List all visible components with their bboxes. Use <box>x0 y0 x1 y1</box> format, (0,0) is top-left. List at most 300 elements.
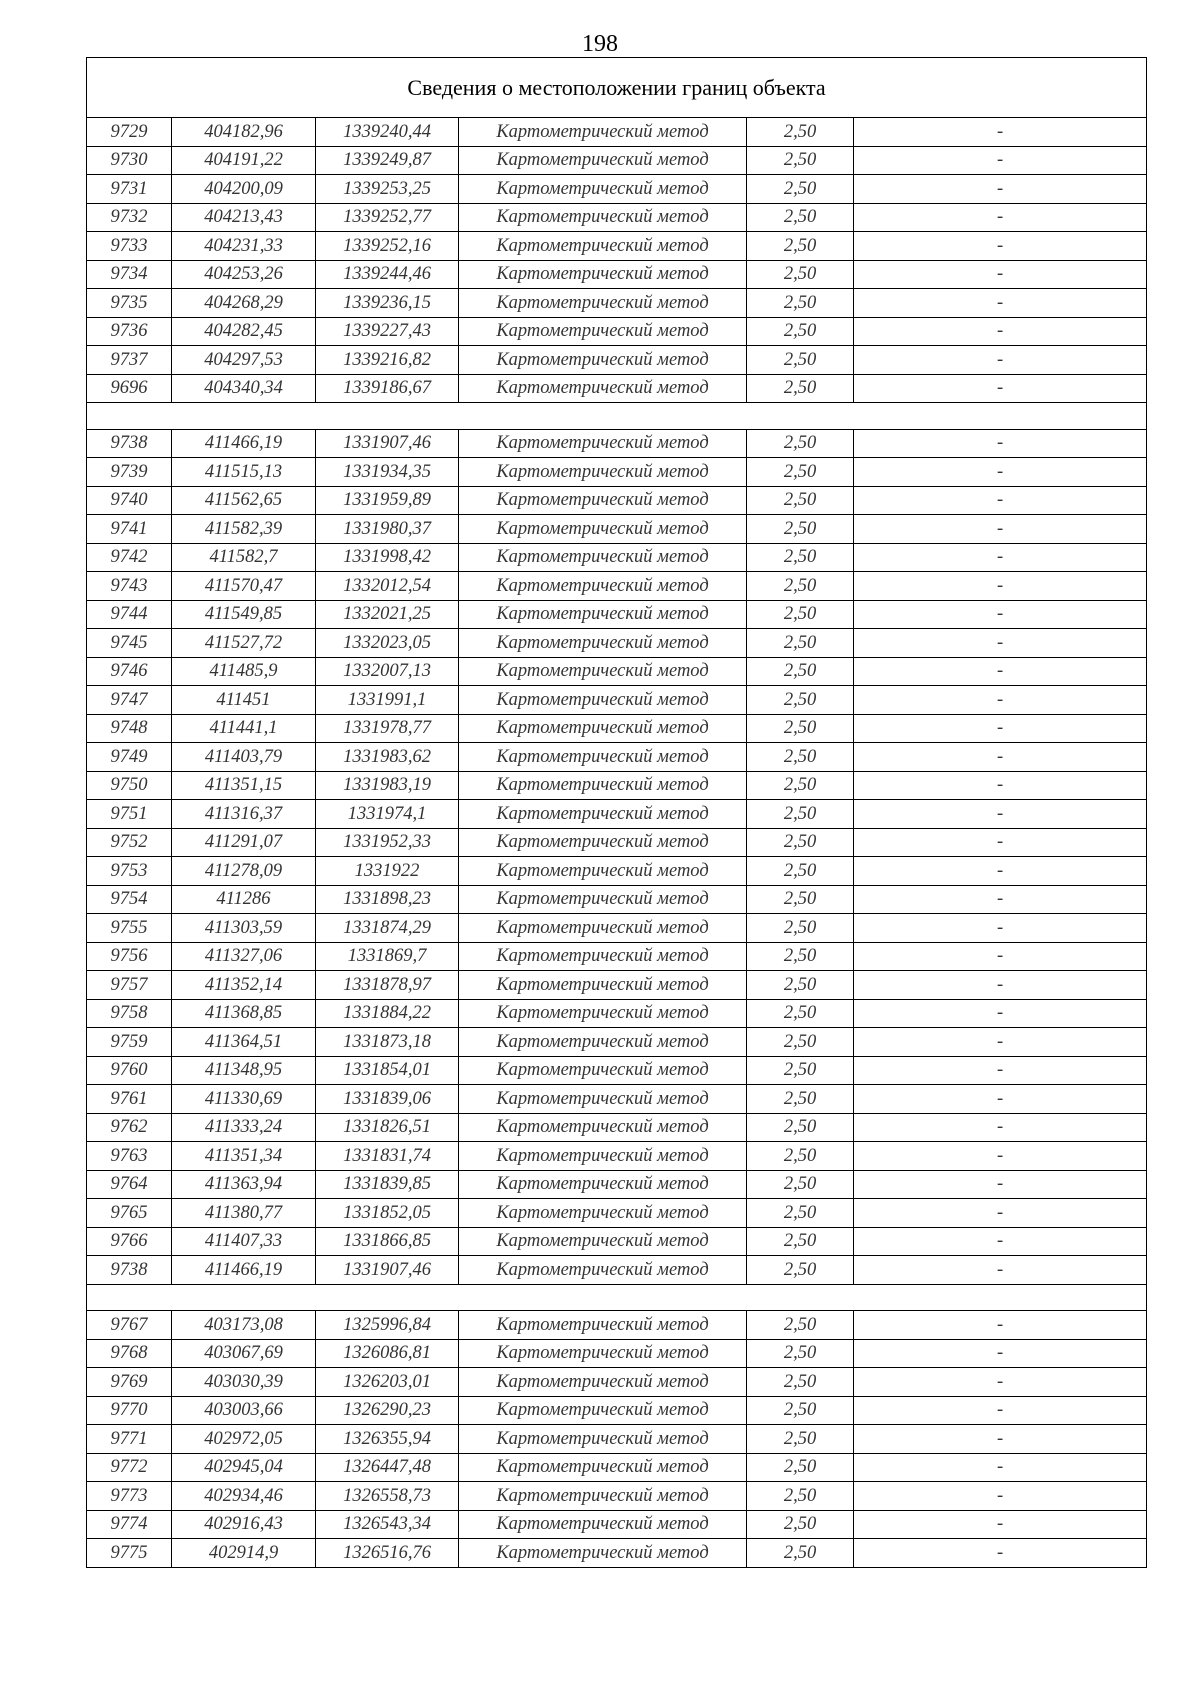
description-cell: - <box>854 175 1147 204</box>
y-coordinate-cell: 1331839,06 <box>316 1085 459 1114</box>
point-number-cell: 9774 <box>87 1510 172 1539</box>
y-coordinate-cell: 1331907,46 <box>316 1256 459 1285</box>
method-cell: Картометрический метод <box>459 1396 747 1425</box>
table-row <box>87 1113 1147 1142</box>
description-cell: - <box>854 686 1147 715</box>
method-cell: Картометрический метод <box>459 486 747 515</box>
point-number-cell: 9775 <box>87 1539 172 1568</box>
description-cell: - <box>854 374 1147 403</box>
description-cell: - <box>854 857 1147 886</box>
y-coordinate-cell: 1331980,37 <box>316 515 459 544</box>
description-cell: - <box>854 515 1147 544</box>
x-coordinate-cell: 411316,37 <box>172 800 316 829</box>
method-cell: Картометрический метод <box>459 600 747 629</box>
table-row <box>87 1368 1147 1397</box>
accuracy-cell: 2,50 <box>747 1227 854 1256</box>
description-cell: - <box>854 429 1147 458</box>
y-coordinate-cell: 1331898,23 <box>316 885 459 914</box>
accuracy-cell: 2,50 <box>747 118 854 147</box>
method-cell: Картометрический метод <box>459 232 747 261</box>
point-number-cell: 9752 <box>87 828 172 857</box>
y-coordinate-cell: 1331839,85 <box>316 1170 459 1199</box>
method-cell: Картометрический метод <box>459 203 747 232</box>
description-cell: - <box>854 1339 1147 1368</box>
point-number-cell: 9759 <box>87 1028 172 1057</box>
x-coordinate-cell: 411582,39 <box>172 515 316 544</box>
x-coordinate-cell: 411368,85 <box>172 999 316 1028</box>
x-coordinate-cell: 411549,85 <box>172 600 316 629</box>
x-coordinate-cell: 402945,04 <box>172 1453 316 1482</box>
accuracy-cell: 2,50 <box>747 146 854 175</box>
x-coordinate-cell: 402934,46 <box>172 1482 316 1511</box>
method-cell: Картометрический метод <box>459 686 747 715</box>
x-coordinate-cell: 404253,26 <box>172 260 316 289</box>
method-cell: Картометрический метод <box>459 572 747 601</box>
point-number-cell: 9755 <box>87 914 172 943</box>
method-cell: Картометрический метод <box>459 1056 747 1085</box>
table-row <box>87 771 1147 800</box>
y-coordinate-cell: 1331974,1 <box>316 800 459 829</box>
description-cell: - <box>854 1256 1147 1285</box>
description-cell: - <box>854 1170 1147 1199</box>
y-coordinate-cell: 1331922 <box>316 857 459 886</box>
table-row <box>87 543 1147 572</box>
x-coordinate-cell: 411348,95 <box>172 1056 316 1085</box>
accuracy-cell: 2,50 <box>747 458 854 487</box>
point-number-cell: 9746 <box>87 657 172 686</box>
method-cell: Картометрический метод <box>459 1113 747 1142</box>
point-number-cell: 9741 <box>87 515 172 544</box>
point-number-cell: 9766 <box>87 1227 172 1256</box>
point-number-cell: 9757 <box>87 971 172 1000</box>
point-number-cell: 9768 <box>87 1339 172 1368</box>
method-cell: Картометрический метод <box>459 429 747 458</box>
table-row <box>87 1028 1147 1057</box>
point-number-cell: 9748 <box>87 714 172 743</box>
table-row <box>87 1170 1147 1199</box>
x-coordinate-cell: 411363,94 <box>172 1170 316 1199</box>
y-coordinate-cell: 1331826,51 <box>316 1113 459 1142</box>
y-coordinate-cell: 1339236,15 <box>316 289 459 318</box>
method-cell: Картометрический метод <box>459 1227 747 1256</box>
method-cell: Картометрический метод <box>459 260 747 289</box>
description-cell: - <box>854 1311 1147 1340</box>
accuracy-cell: 2,50 <box>747 657 854 686</box>
y-coordinate-cell: 1339240,44 <box>316 118 459 147</box>
method-cell: Картометрический метод <box>459 1510 747 1539</box>
table-row <box>87 486 1147 515</box>
x-coordinate-cell: 403030,39 <box>172 1368 316 1397</box>
accuracy-cell: 2,50 <box>747 1510 854 1539</box>
x-coordinate-cell: 411485,9 <box>172 657 316 686</box>
description-cell: - <box>854 317 1147 346</box>
accuracy-cell: 2,50 <box>747 999 854 1028</box>
accuracy-cell: 2,50 <box>747 543 854 572</box>
description-cell: - <box>854 1425 1147 1454</box>
method-cell: Картометрический метод <box>459 118 747 147</box>
x-coordinate-cell: 411407,33 <box>172 1227 316 1256</box>
table-row <box>87 714 1147 743</box>
table-row <box>87 1539 1147 1568</box>
method-cell: Картометрический метод <box>459 1142 747 1171</box>
accuracy-cell: 2,50 <box>747 600 854 629</box>
point-number-cell: 9767 <box>87 1311 172 1340</box>
table-row <box>87 942 1147 971</box>
y-coordinate-cell: 1339252,16 <box>316 232 459 261</box>
point-number-cell: 9732 <box>87 203 172 232</box>
table-row <box>87 429 1147 458</box>
x-coordinate-cell: 404340,34 <box>172 374 316 403</box>
method-cell: Картометрический метод <box>459 458 747 487</box>
y-coordinate-cell: 1326355,94 <box>316 1425 459 1454</box>
method-cell: Картометрический метод <box>459 1368 747 1397</box>
method-cell: Картометрический метод <box>459 1085 747 1114</box>
point-number-cell: 9736 <box>87 317 172 346</box>
accuracy-cell: 2,50 <box>747 429 854 458</box>
point-number-cell: 9730 <box>87 146 172 175</box>
accuracy-cell: 2,50 <box>747 486 854 515</box>
description-cell: - <box>854 999 1147 1028</box>
y-coordinate-cell: 1325996,84 <box>316 1311 459 1340</box>
description-cell: - <box>854 743 1147 772</box>
method-cell: Картометрический метод <box>459 1453 747 1482</box>
point-number-cell: 9737 <box>87 346 172 375</box>
table-row <box>87 289 1147 318</box>
description-cell: - <box>854 572 1147 601</box>
table-row <box>87 999 1147 1028</box>
accuracy-cell: 2,50 <box>747 942 854 971</box>
x-coordinate-cell: 411327,06 <box>172 942 316 971</box>
description-cell: - <box>854 1113 1147 1142</box>
point-number-cell: 9738 <box>87 1256 172 1285</box>
x-coordinate-cell: 411403,79 <box>172 743 316 772</box>
y-coordinate-cell: 1331854,01 <box>316 1056 459 1085</box>
method-cell: Картометрический метод <box>459 828 747 857</box>
accuracy-cell: 2,50 <box>747 317 854 346</box>
description-cell: - <box>854 458 1147 487</box>
x-coordinate-cell: 411291,07 <box>172 828 316 857</box>
x-coordinate-cell: 411330,69 <box>172 1085 316 1114</box>
accuracy-cell: 2,50 <box>747 203 854 232</box>
table-row <box>87 657 1147 686</box>
point-number-cell: 9747 <box>87 686 172 715</box>
table-row <box>87 317 1147 346</box>
method-cell: Картометрический метод <box>459 515 747 544</box>
x-coordinate-cell: 411562,65 <box>172 486 316 515</box>
accuracy-cell: 2,50 <box>747 1311 854 1340</box>
accuracy-cell: 2,50 <box>747 260 854 289</box>
table-row <box>87 572 1147 601</box>
point-number-cell: 9738 <box>87 429 172 458</box>
accuracy-cell: 2,50 <box>747 289 854 318</box>
accuracy-cell: 2,50 <box>747 714 854 743</box>
separator-cell <box>87 1284 1147 1311</box>
point-number-cell: 9770 <box>87 1396 172 1425</box>
description-cell: - <box>854 543 1147 572</box>
table-row <box>87 971 1147 1000</box>
method-cell: Картометрический метод <box>459 1199 747 1228</box>
point-number-cell: 9753 <box>87 857 172 886</box>
method-cell: Картометрический метод <box>459 346 747 375</box>
table-row <box>87 1311 1147 1340</box>
table-row <box>87 515 1147 544</box>
method-cell: Картометрический метод <box>459 629 747 658</box>
description-cell: - <box>854 1396 1147 1425</box>
method-cell: Картометрический метод <box>459 857 747 886</box>
x-coordinate-cell: 411466,19 <box>172 1256 316 1285</box>
table-row <box>87 232 1147 261</box>
description-cell: - <box>854 1368 1147 1397</box>
description-cell: - <box>854 885 1147 914</box>
point-number-cell: 9743 <box>87 572 172 601</box>
description-cell: - <box>854 1482 1147 1511</box>
accuracy-cell: 2,50 <box>747 1539 854 1568</box>
accuracy-cell: 2,50 <box>747 1085 854 1114</box>
x-coordinate-cell: 404268,29 <box>172 289 316 318</box>
accuracy-cell: 2,50 <box>747 629 854 658</box>
description-cell: - <box>854 118 1147 147</box>
x-coordinate-cell: 411441,1 <box>172 714 316 743</box>
x-coordinate-cell: 403003,66 <box>172 1396 316 1425</box>
table-row <box>87 374 1147 403</box>
accuracy-cell: 2,50 <box>747 1170 854 1199</box>
description-cell: - <box>854 828 1147 857</box>
x-coordinate-cell: 404213,43 <box>172 203 316 232</box>
point-number-cell: 9734 <box>87 260 172 289</box>
accuracy-cell: 2,50 <box>747 971 854 1000</box>
table-row <box>87 118 1147 147</box>
separator-cell <box>87 403 1147 430</box>
x-coordinate-cell: 402972,05 <box>172 1425 316 1454</box>
x-coordinate-cell: 411286 <box>172 885 316 914</box>
method-cell: Картометрический метод <box>459 1256 747 1285</box>
accuracy-cell: 2,50 <box>747 1199 854 1228</box>
accuracy-cell: 2,50 <box>747 686 854 715</box>
description-cell: - <box>854 1199 1147 1228</box>
table-row <box>87 346 1147 375</box>
table-row <box>87 1510 1147 1539</box>
y-coordinate-cell: 1326203,01 <box>316 1368 459 1397</box>
accuracy-cell: 2,50 <box>747 346 854 375</box>
y-coordinate-cell: 1331983,62 <box>316 743 459 772</box>
y-coordinate-cell: 1331852,05 <box>316 1199 459 1228</box>
y-coordinate-cell: 1339227,43 <box>316 317 459 346</box>
point-number-cell: 9754 <box>87 885 172 914</box>
description-cell: - <box>854 1510 1147 1539</box>
table-row <box>87 1142 1147 1171</box>
accuracy-cell: 2,50 <box>747 1028 854 1057</box>
x-coordinate-cell: 411364,51 <box>172 1028 316 1057</box>
point-number-cell: 9749 <box>87 743 172 772</box>
table-row <box>87 743 1147 772</box>
y-coordinate-cell: 1326543,34 <box>316 1510 459 1539</box>
accuracy-cell: 2,50 <box>747 828 854 857</box>
point-number-cell: 9773 <box>87 1482 172 1511</box>
description-cell: - <box>854 629 1147 658</box>
description-cell: - <box>854 771 1147 800</box>
x-coordinate-cell: 411466,19 <box>172 429 316 458</box>
table-row <box>87 260 1147 289</box>
point-number-cell: 9756 <box>87 942 172 971</box>
accuracy-cell: 2,50 <box>747 1142 854 1171</box>
y-coordinate-cell: 1326290,23 <box>316 1396 459 1425</box>
accuracy-cell: 2,50 <box>747 1453 854 1482</box>
description-cell: - <box>854 232 1147 261</box>
x-coordinate-cell: 411351,15 <box>172 771 316 800</box>
method-cell: Картометрический метод <box>459 914 747 943</box>
point-number-cell: 9765 <box>87 1199 172 1228</box>
x-coordinate-cell: 403173,08 <box>172 1311 316 1340</box>
table-row <box>87 1339 1147 1368</box>
accuracy-cell: 2,50 <box>747 1425 854 1454</box>
y-coordinate-cell: 1331991,1 <box>316 686 459 715</box>
description-cell: - <box>854 1539 1147 1568</box>
description-cell: - <box>854 600 1147 629</box>
method-cell: Картометрический метод <box>459 317 747 346</box>
description-cell: - <box>854 657 1147 686</box>
method-cell: Картометрический метод <box>459 289 747 318</box>
y-coordinate-cell: 1331978,77 <box>316 714 459 743</box>
y-coordinate-cell: 1339249,87 <box>316 146 459 175</box>
table-row <box>87 1227 1147 1256</box>
y-coordinate-cell: 1326558,73 <box>316 1482 459 1511</box>
table-row <box>87 1396 1147 1425</box>
y-coordinate-cell: 1339252,77 <box>316 203 459 232</box>
method-cell: Картометрический метод <box>459 885 747 914</box>
x-coordinate-cell: 404182,96 <box>172 118 316 147</box>
y-coordinate-cell: 1339186,67 <box>316 374 459 403</box>
method-cell: Картометрический метод <box>459 657 747 686</box>
accuracy-cell: 2,50 <box>747 515 854 544</box>
x-coordinate-cell: 404282,45 <box>172 317 316 346</box>
x-coordinate-cell: 402916,43 <box>172 1510 316 1539</box>
accuracy-cell: 2,50 <box>747 1056 854 1085</box>
accuracy-cell: 2,50 <box>747 771 854 800</box>
point-number-cell: 9733 <box>87 232 172 261</box>
description-cell: - <box>854 486 1147 515</box>
accuracy-cell: 2,50 <box>747 572 854 601</box>
y-coordinate-cell: 1326086,81 <box>316 1339 459 1368</box>
x-coordinate-cell: 403067,69 <box>172 1339 316 1368</box>
y-coordinate-cell: 1331831,74 <box>316 1142 459 1171</box>
description-cell: - <box>854 914 1147 943</box>
method-cell: Картометрический метод <box>459 1482 747 1511</box>
point-number-cell: 9744 <box>87 600 172 629</box>
method-cell: Картометрический метод <box>459 1539 747 1568</box>
point-number-cell: 9761 <box>87 1085 172 1114</box>
description-cell: - <box>854 714 1147 743</box>
method-cell: Картометрический метод <box>459 942 747 971</box>
y-coordinate-cell: 1331952,33 <box>316 828 459 857</box>
y-coordinate-cell: 1331907,46 <box>316 429 459 458</box>
y-coordinate-cell: 1331959,89 <box>316 486 459 515</box>
x-coordinate-cell: 411582,7 <box>172 543 316 572</box>
table-row <box>87 857 1147 886</box>
accuracy-cell: 2,50 <box>747 857 854 886</box>
table-row <box>87 1256 1147 1285</box>
point-number-cell: 9769 <box>87 1368 172 1397</box>
method-cell: Картометрический метод <box>459 771 747 800</box>
description-cell: - <box>854 1142 1147 1171</box>
y-coordinate-cell: 1331866,85 <box>316 1227 459 1256</box>
accuracy-cell: 2,50 <box>747 232 854 261</box>
description-cell: - <box>854 1028 1147 1057</box>
table-row <box>87 1056 1147 1085</box>
table-row <box>87 1199 1147 1228</box>
y-coordinate-cell: 1339253,25 <box>316 175 459 204</box>
point-number-cell: 9731 <box>87 175 172 204</box>
point-number-cell: 9742 <box>87 543 172 572</box>
description-cell: - <box>854 260 1147 289</box>
accuracy-cell: 2,50 <box>747 1396 854 1425</box>
description-cell: - <box>854 203 1147 232</box>
method-cell: Картометрический метод <box>459 146 747 175</box>
method-cell: Картометрический метод <box>459 175 747 204</box>
point-number-cell: 9772 <box>87 1453 172 1482</box>
accuracy-cell: 2,50 <box>747 914 854 943</box>
y-coordinate-cell: 1332012,54 <box>316 572 459 601</box>
description-cell: - <box>854 1227 1147 1256</box>
accuracy-cell: 2,50 <box>747 1256 854 1285</box>
point-number-cell: 9745 <box>87 629 172 658</box>
method-cell: Картометрический метод <box>459 800 747 829</box>
x-coordinate-cell: 411333,24 <box>172 1113 316 1142</box>
method-cell: Картометрический метод <box>459 999 747 1028</box>
point-number-cell: 9740 <box>87 486 172 515</box>
description-cell: - <box>854 1453 1147 1482</box>
point-number-cell: 9771 <box>87 1425 172 1454</box>
y-coordinate-cell: 1331983,19 <box>316 771 459 800</box>
point-number-cell: 9751 <box>87 800 172 829</box>
table-row <box>87 146 1147 175</box>
method-cell: Картометрический метод <box>459 1028 747 1057</box>
accuracy-cell: 2,50 <box>747 374 854 403</box>
method-cell: Картометрический метод <box>459 743 747 772</box>
point-number-cell: 9735 <box>87 289 172 318</box>
x-coordinate-cell: 404231,33 <box>172 232 316 261</box>
point-number-cell: 9729 <box>87 118 172 147</box>
accuracy-cell: 2,50 <box>747 1113 854 1142</box>
y-coordinate-cell: 1332021,25 <box>316 600 459 629</box>
y-coordinate-cell: 1331878,97 <box>316 971 459 1000</box>
y-coordinate-cell: 1339244,46 <box>316 260 459 289</box>
accuracy-cell: 2,50 <box>747 885 854 914</box>
x-coordinate-cell: 411570,47 <box>172 572 316 601</box>
table-row <box>87 1482 1147 1511</box>
y-coordinate-cell: 1331873,18 <box>316 1028 459 1057</box>
point-number-cell: 9696 <box>87 374 172 403</box>
point-number-cell: 9750 <box>87 771 172 800</box>
x-coordinate-cell: 411380,77 <box>172 1199 316 1228</box>
table-row <box>87 828 1147 857</box>
y-coordinate-cell: 1326516,76 <box>316 1539 459 1568</box>
x-coordinate-cell: 411278,09 <box>172 857 316 886</box>
x-coordinate-cell: 411515,13 <box>172 458 316 487</box>
method-cell: Картометрический метод <box>459 374 747 403</box>
table-row <box>87 629 1147 658</box>
point-number-cell: 9762 <box>87 1113 172 1142</box>
table-header-row <box>87 58 1147 118</box>
description-cell: - <box>854 1056 1147 1085</box>
x-coordinate-cell: 411527,72 <box>172 629 316 658</box>
x-coordinate-cell: 404200,09 <box>172 175 316 204</box>
point-number-cell: 9763 <box>87 1142 172 1171</box>
description-cell: - <box>854 346 1147 375</box>
method-cell: Картометрический метод <box>459 971 747 1000</box>
x-coordinate-cell: 411352,14 <box>172 971 316 1000</box>
description-cell: - <box>854 942 1147 971</box>
table-row <box>87 885 1147 914</box>
